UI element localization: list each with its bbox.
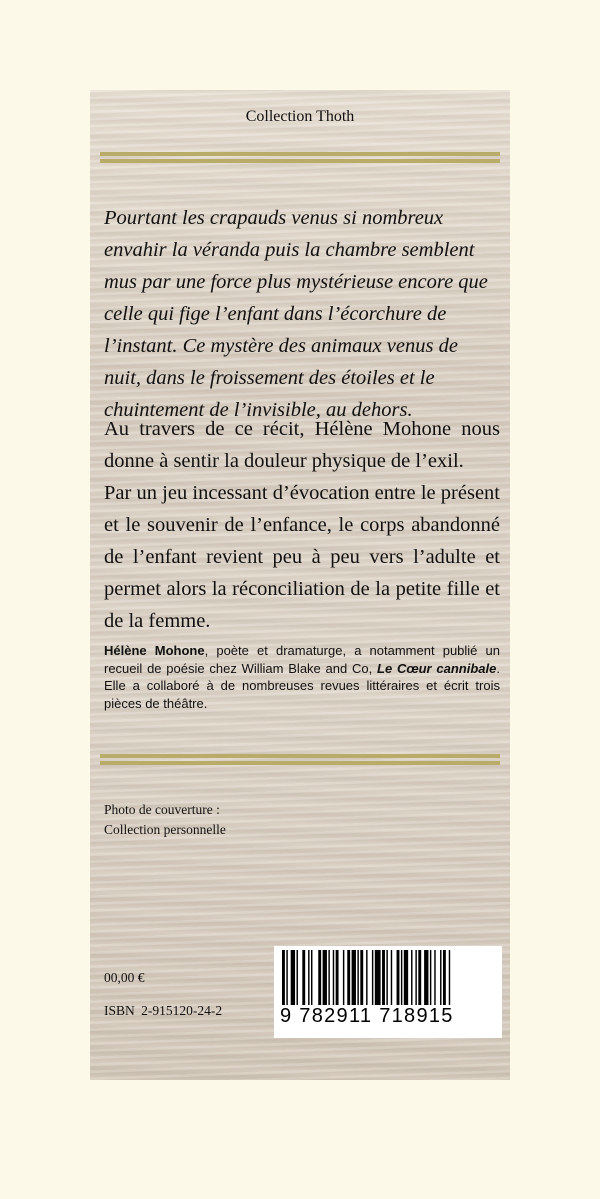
barcode [274,946,502,1038]
barcode-bar [418,950,421,1005]
summary-paragraph: Par un jeu incessant d’évocation entre le présent et le souvenir de l’enfance, le corps abandonné de l’enfant revient peu à peu vers l’adulte et permet alors la réconciliation de la petite fille et de la femme. [104,482,500,632]
bio-text-1: , poète et dramaturge, a notamment publié un recueil de poésie chez William Blake and Co, [104,643,500,676]
barcode-bar [386,950,387,1005]
barcode-bar [401,950,402,1005]
book-title: Le Cœur cannibale [377,660,497,676]
barcode-bar [404,950,408,1005]
summary-paragraph: Au travers de ce récit, Hélène Mohone nous donne à sentir la douleur physique de l’exil. [104,418,500,472]
photo-credit-value: Collection personnelle [104,822,226,837]
barcode-bar [333,950,334,1005]
author-name: Hélène Mohone [104,643,205,658]
barcode-bar [440,950,441,1005]
barcode-bar [449,950,450,1005]
barcode-bar [352,950,356,1005]
barcode-bar [360,950,363,1005]
barcode-bars [282,950,494,1005]
barcode-bar [430,950,431,1005]
barcode-bar [391,950,392,1005]
barcode-bar [291,950,295,1005]
barcode-bar [382,950,385,1005]
barcode-number: 9 782911 718915 [280,1005,454,1027]
photo-credit-label: Photo de couverture : [104,802,220,817]
barcode-bar [415,950,416,1005]
barcode-bar [297,950,298,1005]
bottom-divider [100,754,500,765]
barcode-bar [343,950,344,1005]
barcode-bar [375,950,381,1005]
barcode-bar [286,950,287,1005]
barcode-bar [434,950,435,1005]
barcode-bar [282,950,285,1005]
book-back-cover [90,90,510,1080]
top-divider [100,152,500,163]
barcode-bar [336,950,339,1005]
barcode-bar [366,950,367,1005]
barcode-bar [424,950,428,1005]
collection-name: Collection Thoth [245,108,355,125]
barcode-bar [397,950,400,1005]
barcode-bar [328,950,329,1005]
barcode-bar [443,950,446,1005]
photo-credit [104,800,226,840]
barcode-bar [318,950,321,1005]
barcode-bar [411,950,412,1005]
barcode-bar [311,950,312,1005]
excerpt-text: Pourtant les crapauds venus si nombreux envahir la véranda puis la chambre semblent mus par une force plus mystérieuse encore que celle qui fige l’enfant dans l’écorchure de l’instant. Ce mystère des animaux venus de nuit, dans le froissement des étoiles et le chuintement de l’invisible, au dehors. [104,207,488,421]
isbn: ISBN 2-915120-24-2 [104,1003,223,1018]
barcode-bar [308,950,309,1005]
barcode-bar [347,950,350,1005]
price: 00,00 € [104,970,145,985]
barcode-bar [302,950,305,1005]
barcode-bar [372,950,373,1005]
summary [104,413,500,637]
barcode-bar [323,950,327,1005]
bio-text-2: . Elle a collaboré à de nombreuses revues littéraires et écrit trois pièces de théâtre. [104,660,500,711]
barcode-bar [357,950,358,1005]
author-bio [104,642,500,712]
